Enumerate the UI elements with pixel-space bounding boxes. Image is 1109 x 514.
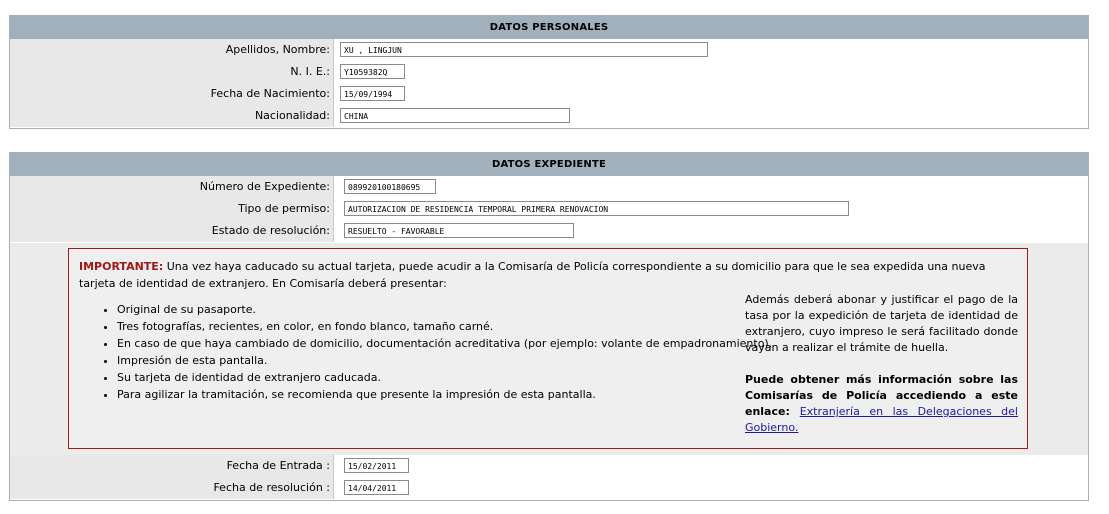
notice-area — [10, 243, 1088, 455]
name-label: Apellidos, Nombre: — [10, 39, 334, 61]
nie-label: N. I. E.: — [10, 61, 334, 83]
list-item: • Su tarjeta de identidad de extranjero caducada. — [117, 369, 777, 386]
file-data-panel — [9, 152, 1089, 501]
personal-data-panel — [9, 15, 1089, 129]
important-label: IMPORTANTE: — [79, 260, 164, 273]
row-file-number — [10, 176, 1088, 198]
birthdate-label: Fecha de Nacimiento: — [10, 83, 334, 105]
resolution-status-field[interactable]: RESUELTO - FAVORABLE — [344, 223, 574, 238]
list-item: • Original de su pasaporte. — [117, 301, 777, 318]
nationality-field[interactable]: CHINA — [340, 108, 570, 123]
list-item: • Tres fotografías, recientes, en color, en fondo blanco, tamaño carné. — [117, 318, 777, 335]
list-item: • Impresión de esta pantalla. — [117, 352, 777, 369]
required-documents-list — [79, 301, 777, 403]
nie-field[interactable]: Y1059382Q — [340, 64, 405, 79]
important-notice — [68, 248, 1028, 449]
list-item: • Para agilizar la tramitación, se recomienda que presente la impresión de esta pantalla. — [117, 386, 777, 403]
delegaciones-link[interactable]: Extranjería en las Delegaciones del Gobierno. — [745, 405, 1018, 434]
nie-value-cell — [334, 61, 1088, 83]
notice-intro-text: Una vez haya caducado su actual tarjeta, puede acudir a la Comisaría de Policía correspondiente a su domicilio para que le sea expedida una nueva tarjeta de identidad de extranjero. En Comisaría deberá presentar: — [79, 260, 986, 290]
more-info — [745, 372, 1018, 436]
entry-date-field[interactable]: 15/02/2011 — [344, 458, 409, 473]
resolution-status-value-cell — [334, 220, 1088, 242]
nationality-label: Nacionalidad: — [10, 105, 334, 127]
resolution-date-label: Fecha de resolución : — [10, 477, 334, 499]
resolution-date-field[interactable]: 14/04/2011 — [344, 480, 409, 495]
notice-intro — [79, 258, 1019, 292]
row-resolution-date — [10, 477, 1088, 499]
row-permit-type — [10, 198, 1088, 220]
more-info-text: Puede obtener más información sobre las Comisarías de Policía accediendo a este enlace: — [745, 373, 1018, 418]
notice-side-column — [745, 292, 1018, 436]
payment-text: Además deberá abonar y justificar el pago de la tasa por la expedición de tarjeta de identidad de extranjero, cuyo impreso le será facilitado donde vayan a realizar el trámite de huella. — [745, 293, 1018, 354]
name-value-cell — [334, 39, 1088, 61]
personal-data-header: DATOS PERSONALES — [10, 16, 1088, 39]
row-name — [10, 39, 1088, 61]
permit-type-field[interactable]: AUTORIZACION DE RESIDENCIA TEMPORAL PRIMERA RENOVACION — [344, 201, 849, 216]
birthdate-value-cell — [334, 83, 1088, 105]
file-number-value-cell — [334, 176, 1088, 198]
row-birthdate — [10, 83, 1088, 105]
file-number-field[interactable]: 089920100180695 — [344, 179, 436, 194]
file-number-label: Número de Expediente: — [10, 176, 334, 198]
row-nie — [10, 61, 1088, 83]
entry-date-label: Fecha de Entrada : — [10, 455, 334, 477]
entry-date-value-cell — [334, 455, 1088, 477]
file-data-header: DATOS EXPEDIENTE — [10, 153, 1088, 176]
row-resolution-status — [10, 220, 1088, 242]
nationality-value-cell — [334, 105, 1088, 127]
name-field[interactable]: XU , LINGJUN — [340, 42, 708, 57]
list-item: • En caso de que haya cambiado de domicilio, documentación acreditativa (por ejemplo: volante de empadronamiento). — [117, 335, 777, 352]
dates-section — [10, 455, 1088, 499]
permit-type-value-cell — [334, 198, 1088, 220]
resolution-date-value-cell — [334, 477, 1088, 499]
permit-type-label: Tipo de permiso: — [10, 198, 334, 220]
row-nationality — [10, 105, 1088, 127]
row-entry-date — [10, 455, 1088, 477]
birthdate-field[interactable]: 15/09/1994 — [340, 86, 405, 101]
resolution-status-label: Estado de resolución: — [10, 220, 334, 242]
